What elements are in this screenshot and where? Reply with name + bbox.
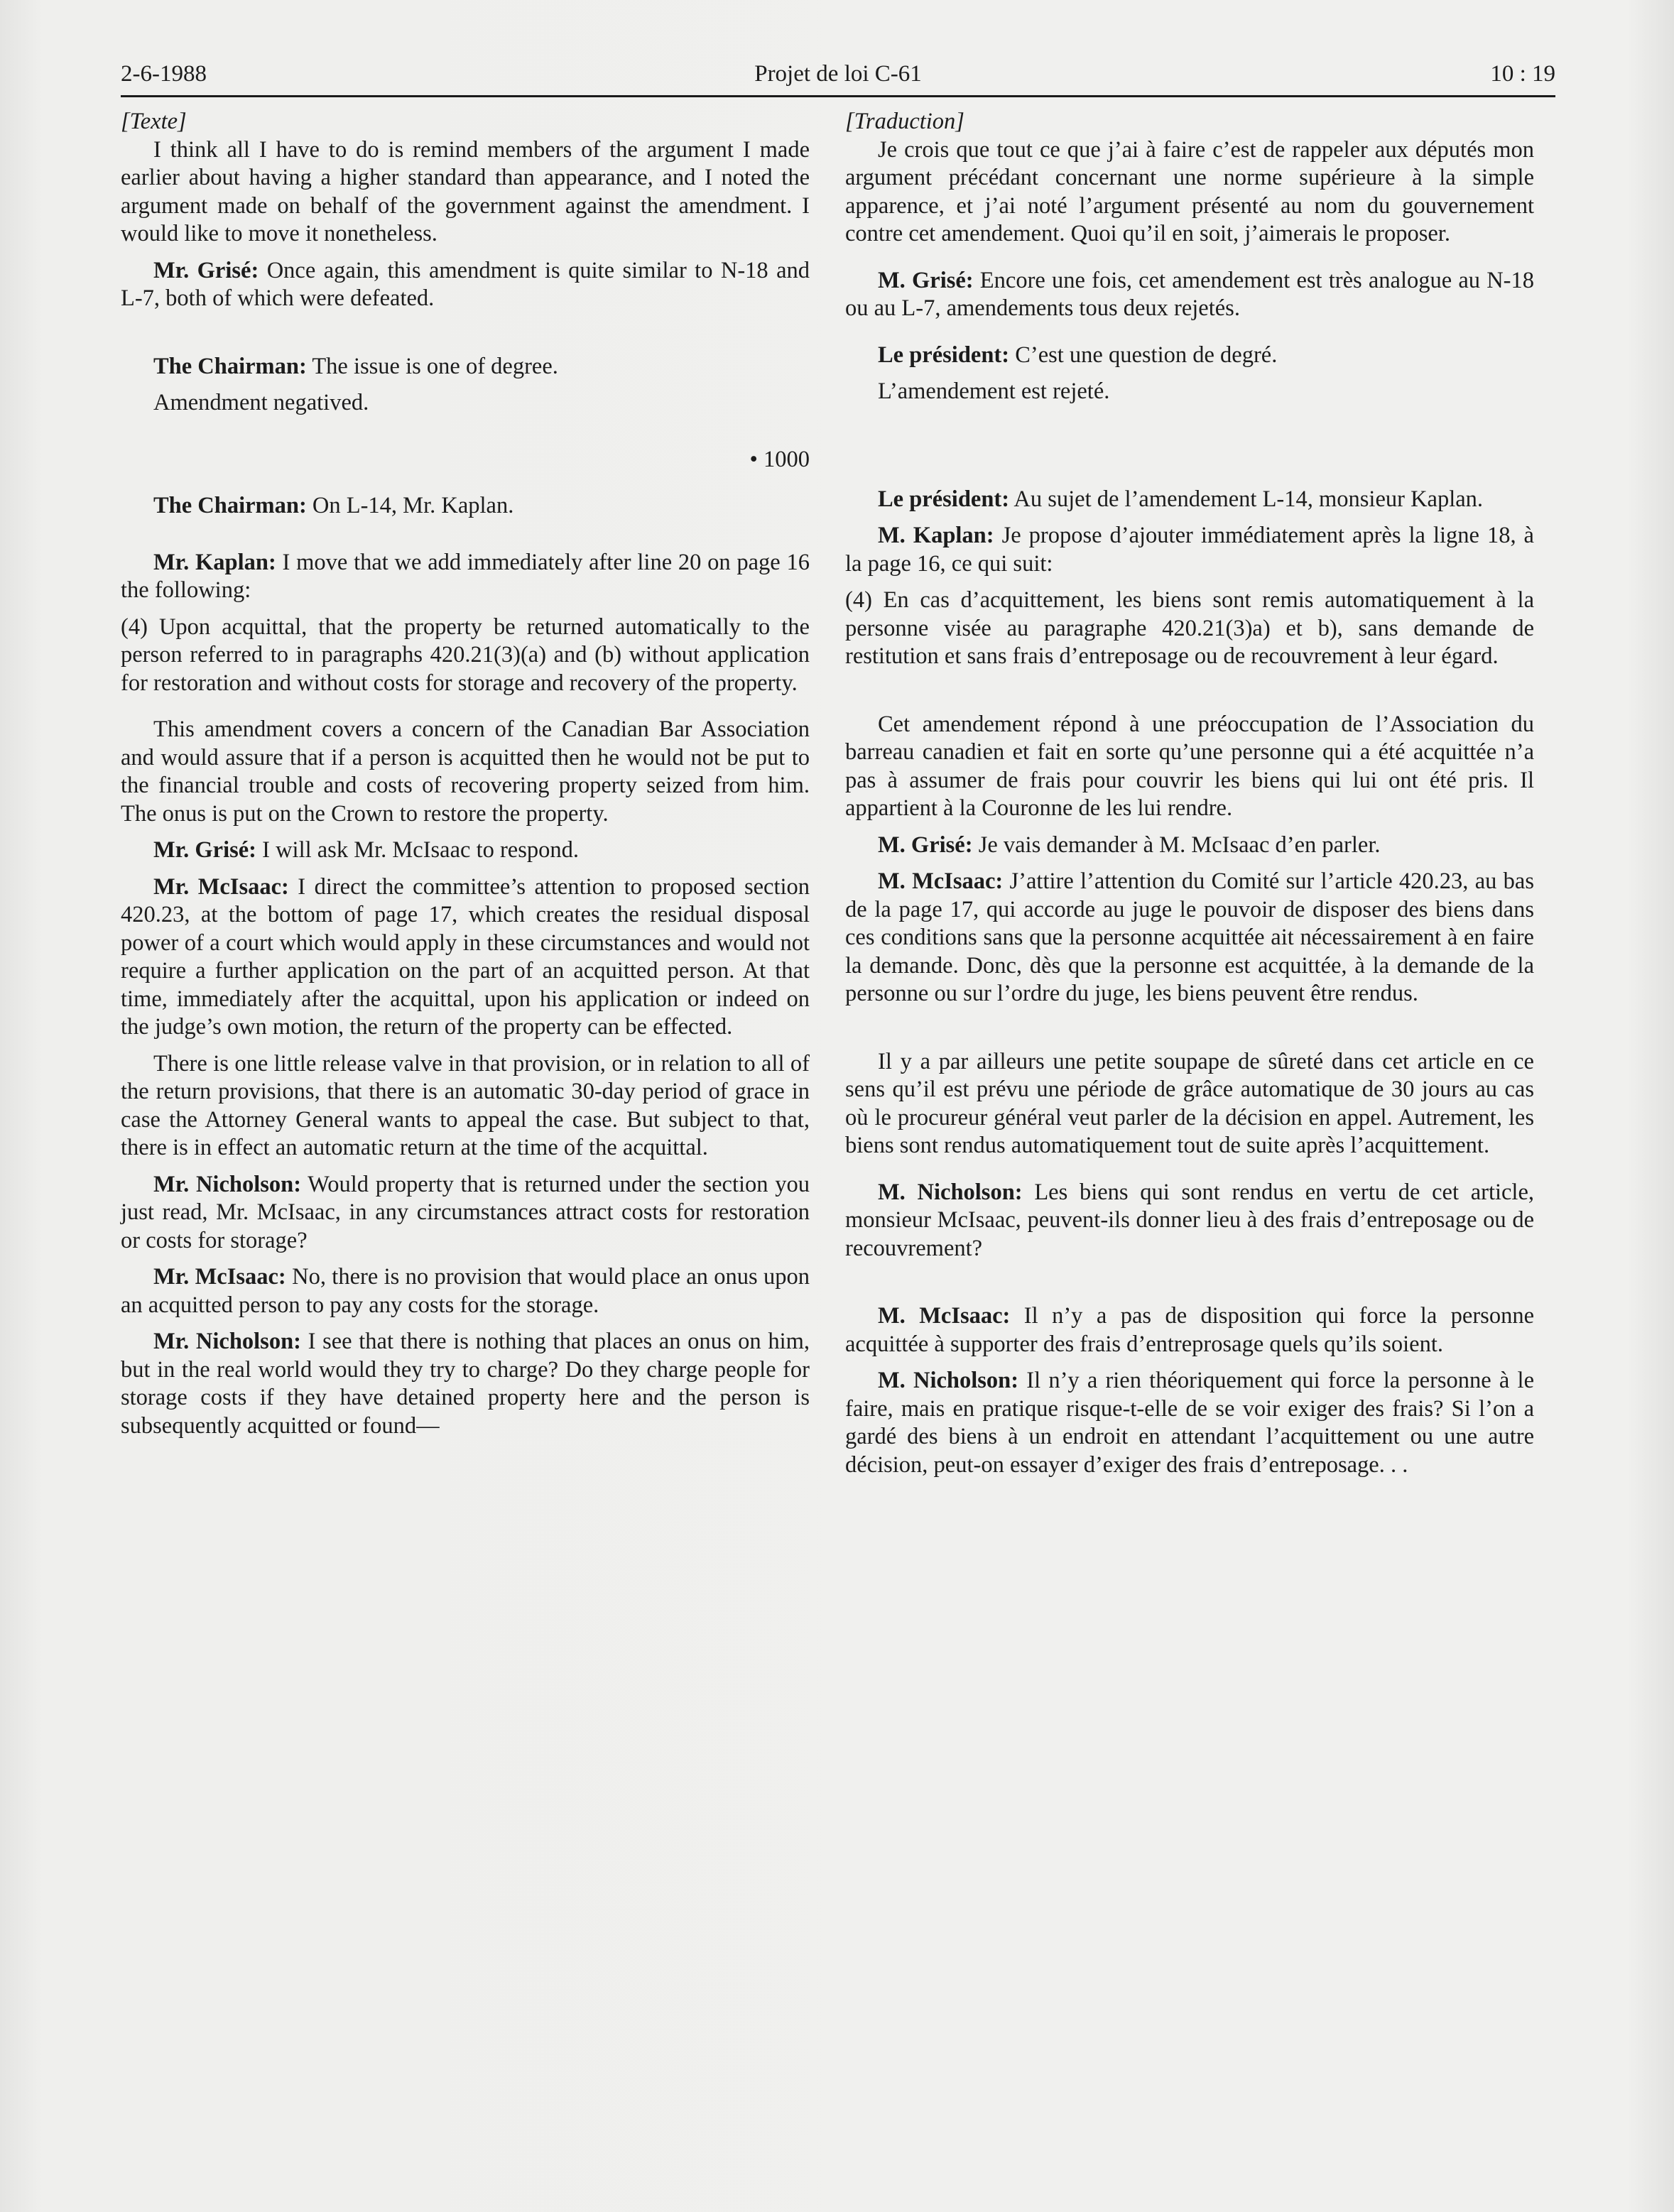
speaker-name: Le président: — [878, 486, 1010, 512]
speaker-name: The Chairman: — [153, 353, 307, 379]
speech-text: Would property that is returned under the section you just read, Mr. McIsaac, in any circumstances attract costs for restoration or costs for storage? — [121, 1171, 810, 1253]
speaker-name: Mr. Grisé: — [153, 837, 256, 863]
speech-text: No, there is no provision that would place an onus upon an acquitted person to pay any costs for the storage. — [121, 1264, 810, 1318]
speaker-name: Mr. McIsaac: — [153, 1264, 286, 1290]
speaker-name: Mr. Grisé: — [153, 257, 259, 283]
speech — [121, 1171, 810, 1255]
speech-text: Les biens qui sont rendus en vertu de cet article, monsieur McIsaac, peuvent-ils donner lieu à des frais d’entreposage ou de recouvrement? — [845, 1179, 1535, 1261]
speech — [845, 832, 1534, 860]
speaker-name: M. McIsaac: — [878, 1303, 1011, 1329]
page-header — [121, 58, 1555, 97]
paragraph: There is one little release valve in that provision, or in relation to all of the return provisions, that there is an automatic 30-day period of grace in case the Attorney General wants to appeal the case. But subject to that, there is in effect an automatic return at the time of the acquittal. — [121, 1050, 810, 1160]
speech-text: On L-14, Mr. Kaplan. — [306, 493, 514, 518]
paragraph: Je crois que tout ce que j’ai à faire c’est de rappeler aux députés mon argument précédant concernant une norme supérieure à la simple apparence, et j’ai noté l’argument présenté au nom du gouvernement contre cet amendement. Quoi qu’il en soit, j’aimerais le proposer. — [845, 136, 1534, 246]
paragraph: Cet amendement répond à une préoccupation de l’Association du barreau canadien et fait en sorte qu’une personne qui a été acquittée n’a pas à assumer de frais pour couvrir les biens qui lui ont été pris. Il appartient à la Couronne de les lui rendre. — [845, 711, 1534, 821]
speech-text: I see that there is nothing that places an onus on him, but in the real world would they try to charge? Do they charge people for storage costs if they have detained property here and the person is subsequently acquitted or found— — [121, 1329, 810, 1439]
speech-text: I direct the committee’s attention to proposed section 420.23, at the bottom of page 17, which creates the residual disposal power of a court which would apply in these circumstances and would not require a further application on the part of an acquitted person. At that time, immediately after the acquittal, upon his application or indeed on the judge’s own motion, the return of the property can be effected. — [121, 873, 810, 1040]
speech-text: J’attire l’attention du Comité sur l’article 420.23, au bas de la page 17, qui accorde au juge le pouvoir de disposer des biens dans ces conditions sans que la personne acquittée ait nécessairement à en faire la demande. Donc, dès que la personne est acquittée, à la demande de la personne ou sur l’ordre du juge, les biens peuvent être rendus. — [845, 868, 1534, 1006]
speaker-name: M. Grisé: — [878, 832, 973, 858]
speaker-name: M. Kaplan: — [878, 523, 994, 548]
paragraph: L’amendement est rejeté. — [878, 378, 1110, 404]
speaker-name: M. McIsaac: — [878, 868, 1004, 894]
speech — [121, 837, 810, 865]
speech — [121, 1263, 810, 1319]
english-column — [121, 108, 810, 1440]
speech — [845, 868, 1534, 1008]
speech — [121, 353, 810, 381]
speech — [121, 549, 810, 605]
speech-text: Il n’y a rien théoriquement qui force la personne à le faire, mais en pratique risque-t-elle de se voir exiger des frais? Si l’on a gardé des biens à un endroit en attendant l’acquittement ou une autre décision, peut-on essayer d’exiger des frais d’entreposage. . . — [845, 1368, 1534, 1478]
speaker-name: Mr. McIsaac: — [153, 873, 289, 900]
time-marker: • 1000 — [749, 446, 810, 472]
speech — [845, 1302, 1534, 1358]
speech-text: The issue is one of degree. — [306, 353, 558, 379]
speech-text: Je vais demander à M. McIsaac d’en parler. — [972, 832, 1381, 858]
amendment-text: (4) En cas d’acquittement, les biens sont remis automatiquement à la personne visée au paragraphe 420.21(3)a) et b), sans demande de restitution et sans frais d’entreposage ou de recouvrement à leur égard. — [845, 587, 1534, 669]
speech — [845, 1179, 1534, 1263]
column-tag: [Traduction] — [845, 109, 964, 134]
column-tag: [Texte] — [121, 109, 187, 134]
header-title: Projet de loi C-61 — [754, 61, 922, 87]
header-date: 2-6-1988 — [121, 61, 207, 87]
speech-text: Encore une fois, cet amendement est très analogue au N-18 ou au L-7, amendements tous deux rejetés. — [845, 267, 1535, 321]
speaker-name: Mr. Nicholson: — [153, 1171, 302, 1197]
speech — [121, 257, 810, 313]
speech-text: I move that we add immediately after line 20 on page 16 the following: — [121, 549, 810, 603]
speech — [121, 1328, 810, 1440]
speech-text: C’est une question de degré. — [1009, 342, 1278, 368]
speech — [845, 1367, 1534, 1479]
header-page-number: 10 : 19 — [1490, 61, 1555, 87]
speaker-name: Mr. Kaplan: — [153, 549, 276, 575]
speaker-name: M. Nicholson: — [878, 1179, 1023, 1205]
speech-text: Once again, this amendment is quite similar to N-18 and L-7, both of which were defeated. — [121, 257, 810, 311]
speaker-name: Mr. Nicholson: — [153, 1329, 301, 1354]
paragraph: I think all I have to do is remind members of the argument I made earlier about having a higher standard than appearance, and I noted the argument made on behalf of the government against the amendment. I would like to move it nonetheless. — [121, 136, 810, 246]
amendment-text: (4) Upon acquittal, that the property be returned automatically to the person referred to in paragraphs 420.21(3)(a) and (b) without application for restoration and without costs for storage and recovery of the property. — [121, 614, 810, 696]
speech-text: Il n’y a pas de disposition qui force la personne acquittée à supporter des frais d’entreprosage quels qu’ils soient. — [845, 1303, 1534, 1357]
speech-text: I will ask Mr. McIsaac to respond. — [256, 837, 580, 863]
speech — [121, 492, 810, 521]
speaker-name: M. Grisé: — [878, 267, 974, 293]
speech — [845, 267, 1534, 323]
speaker-name: The Chairman: — [153, 493, 307, 518]
speaker-name: M. Nicholson: — [878, 1368, 1019, 1393]
speech-text: Au sujet de l’amendement L-14, monsieur Kaplan. — [1009, 486, 1484, 512]
speech-text: Je propose d’ajouter immédiatement après la ligne 18, à la page 16, ce qui suit: — [845, 523, 1534, 577]
french-column — [845, 108, 1534, 1479]
paragraph: Amendment negatived. — [153, 390, 369, 415]
speech — [845, 486, 1534, 514]
speaker-name: Le président: — [878, 342, 1010, 368]
speech — [845, 342, 1534, 370]
paragraph: This amendment covers a concern of the Canadian Bar Association and would assure that if a person is acquitted then he would not be put to the financial trouble and costs of recovering property seized from him. The onus is put on the Crown to restore the property. — [121, 717, 810, 827]
speech — [845, 522, 1534, 578]
paragraph: Il y a par ailleurs une petite soupape de sûreté dans cet article en ce sens qu’il est prévu une période de grâce automatique de 30 jours au cas où le procureur général veut parler de la décision en appel. Autrement, les biens sont rendus automatiquement tout de suite après l’acquittement. — [845, 1048, 1534, 1158]
speech — [121, 873, 810, 1042]
